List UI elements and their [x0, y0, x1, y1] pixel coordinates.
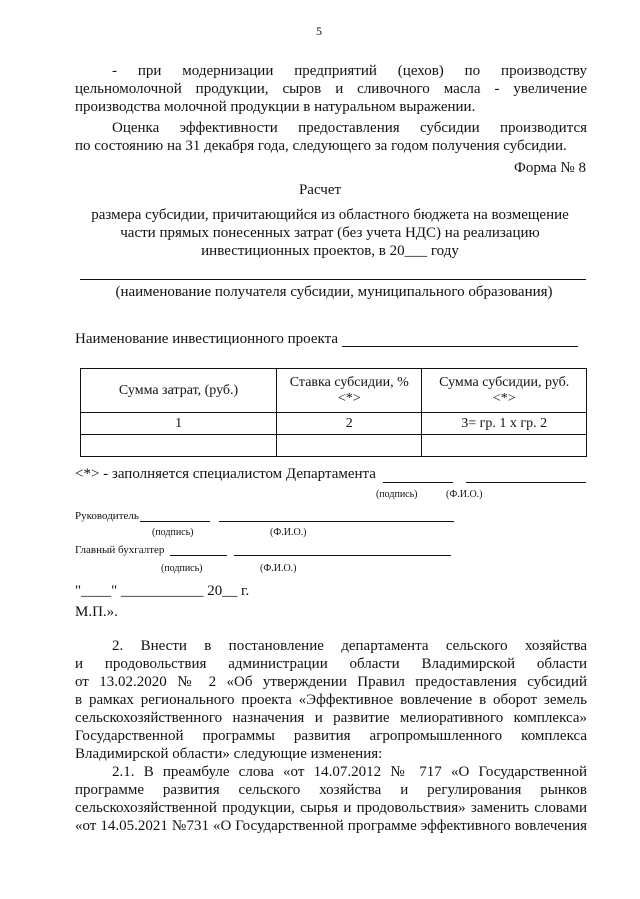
header-subsidy-line-2: <*> [492, 390, 516, 406]
footnote: <*> - заполняется специалистом Департамента [75, 466, 376, 482]
table-number-row [81, 413, 587, 435]
header-cost [81, 369, 277, 413]
table-data-row [81, 435, 587, 457]
section21-line-2: программе развития сельского хозяйства и регулирования рынков [75, 782, 587, 798]
section2-line-6: Государственной программы развития агропромышленного комплекса [75, 728, 587, 744]
para2-line-2: по состоянию на 31 декабря года, следующего за годом получения субсидии. [75, 138, 567, 154]
header-subsidy-line-1: Сумма субсидии, руб. [439, 374, 570, 390]
section21-line-1: 2.1. В преамбуле слова «от 14.07.2012 № 717 «О Государственной [112, 764, 587, 780]
header-subsidy [422, 369, 587, 413]
section2-line-2: и продовольствия администрации области Владимирской области [75, 656, 587, 672]
head-name-line [219, 521, 454, 522]
form-title: Расчет [298, 182, 342, 198]
para2-line-1: Оценка эффективности предоставления субсидии производится [112, 120, 587, 136]
head-name-caption: (Ф.И.О.) [270, 527, 307, 538]
section2-line-1: 2. Внести в постановление департамента сельского хозяйства [112, 638, 587, 654]
para1-line-2: цельномолочной продукции, сыров и сливочного масла - увеличение [75, 81, 587, 97]
accountant-name-caption: (Ф.И.О.) [260, 563, 297, 574]
cell-cost [81, 435, 277, 457]
subsidy-table [80, 368, 587, 457]
page-number: 5 [316, 24, 322, 38]
footnote-sign-caption: (подпись) [376, 489, 418, 500]
section2-line-7: Владимирской области» следующие изменения: [75, 746, 383, 762]
project-name-line [342, 346, 578, 347]
header-cost-line-1: Сумма затрат, (руб.) [118, 382, 239, 398]
col-number-2: 2 [277, 413, 422, 435]
para1-line-1: - при модернизации предприятий (цехов) по производству [112, 63, 587, 79]
table-header-row [81, 369, 587, 413]
para1-line-3: производства молочной продукции в натуральном выражении. [75, 99, 476, 115]
header-rate-line-2: <*> [337, 390, 361, 406]
head-label: Руководитель [75, 510, 139, 522]
recipient-caption: (наименование получателя субсидии, муниципального образования) [115, 284, 553, 300]
head-sign-line [140, 521, 210, 522]
form-subtitle-line-3: инвестиционных проектов, в 20___ году [201, 243, 459, 259]
accountant-label: Главный бухгалтер [75, 544, 165, 556]
cell-rate [277, 435, 422, 457]
header-rate [277, 369, 422, 413]
form-subtitle-line-1: размера субсидии, причитающийся из областного бюджета на возмещение [91, 207, 569, 223]
section21-line-3: сельскохозяйственной продукции, сырья и продовольствия» заменить словами [75, 800, 587, 816]
cell-subsidy [422, 435, 587, 457]
head-sign-caption: (подпись) [152, 527, 194, 538]
recipient-line [80, 279, 586, 280]
accountant-name-line [234, 555, 451, 556]
stamp-mark: М.П.». [75, 604, 118, 620]
section21-line-4: «от 14.05.2021 №731 «О Государственной программе эффективного вовлечения [75, 818, 587, 834]
footnote-name-caption: (Ф.И.О.) [446, 489, 483, 500]
section2-line-5: сельскохозяйственного назначения и развитие мелиоративного комплекса» [75, 710, 587, 726]
section2-line-3: от 13.02.2020 № 2 «Об утверждении Правил предоставления субсидий [75, 674, 587, 690]
date-line: "____" ___________ 20__ г. [75, 583, 250, 599]
col-number-3: 3= гр. 1 х гр. 2 [422, 413, 587, 435]
header-rate-line-1: Ставка субсидии, % [289, 374, 409, 390]
form-subtitle-line-2: части прямых понесенных затрат (без учета НДС) на реализацию [120, 225, 540, 241]
accountant-sign-caption: (подпись) [161, 563, 203, 574]
form-number: Форма № 8 [514, 160, 586, 176]
footnote-name-line [466, 482, 586, 483]
footnote-sign-line [383, 482, 453, 483]
section2-line-4: в рамках регионального проекта «Эффективное вовлечение в оборот земель [75, 692, 587, 708]
accountant-sign-line [170, 555, 227, 556]
project-label: Наименование инвестиционного проекта [75, 331, 339, 347]
col-number-1: 1 [81, 413, 277, 435]
